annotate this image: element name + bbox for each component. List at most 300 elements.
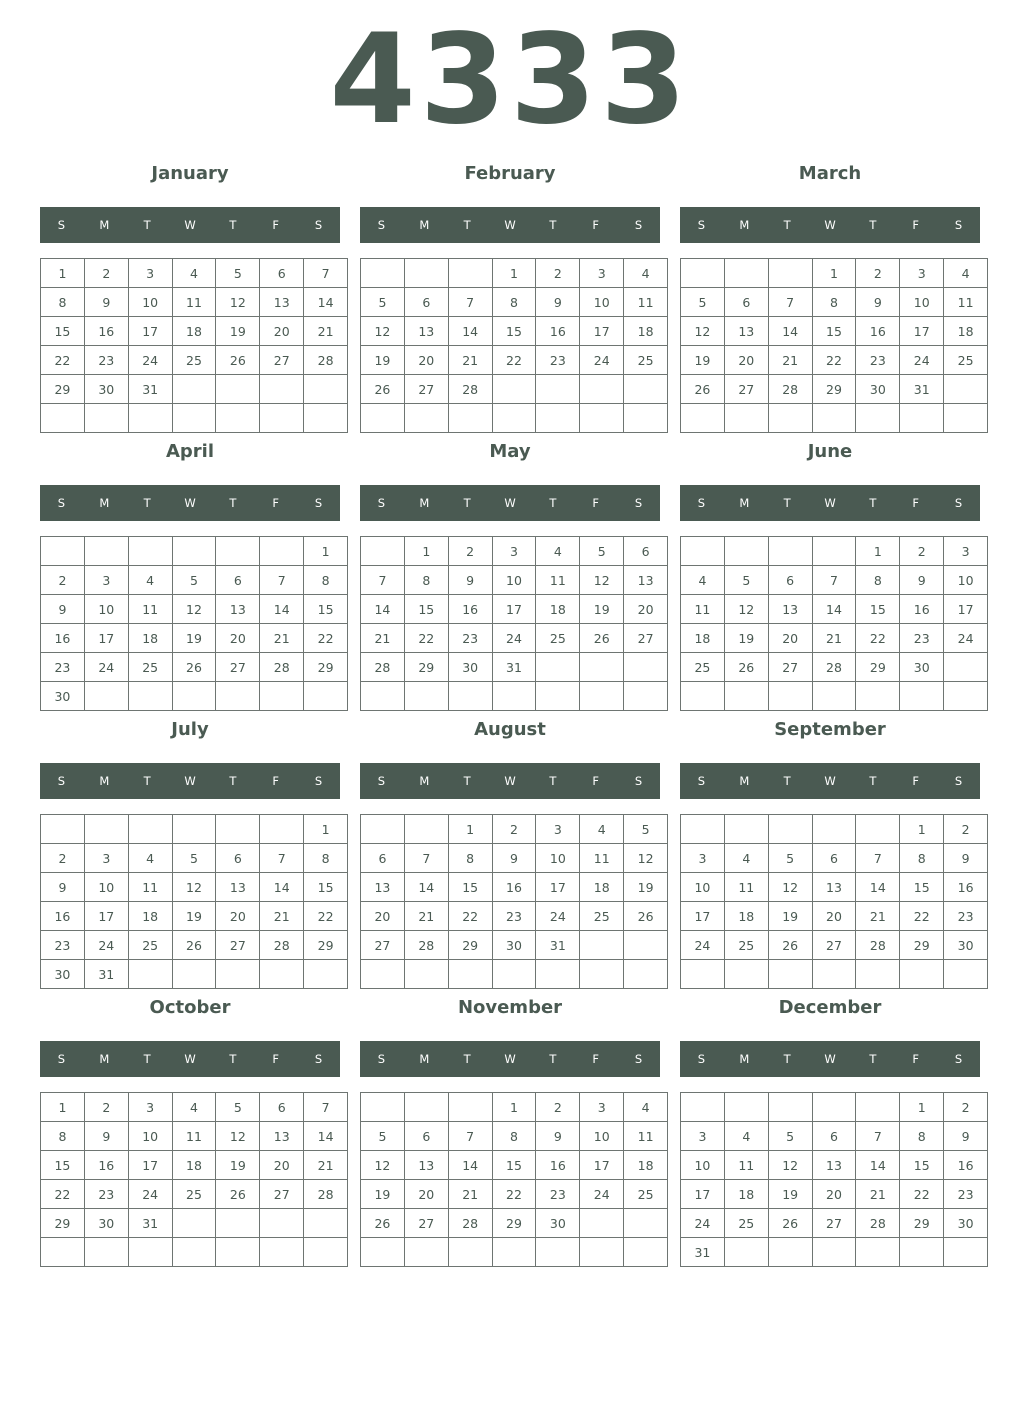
week-row (681, 595, 988, 624)
day-cell: 16 (84, 1151, 128, 1180)
day-cell: 12 (216, 288, 260, 317)
day-cell (84, 815, 128, 844)
day-cell: 18 (944, 317, 988, 346)
day-cell: 23 (944, 1180, 988, 1209)
day-cell: 3 (580, 259, 624, 288)
day-cell: 29 (304, 931, 348, 960)
weekday-label: F (272, 218, 280, 232)
day-cell: 9 (492, 844, 536, 873)
day-cell: 14 (260, 595, 304, 624)
weekday-label: F (272, 1052, 280, 1066)
day-cell (361, 960, 405, 989)
day-cell: 29 (41, 1209, 85, 1238)
week-row (41, 288, 348, 317)
day-cell: 14 (304, 1122, 348, 1151)
weekday-label: S (634, 774, 643, 788)
day-cell: 3 (128, 1093, 172, 1122)
day-cell: 8 (304, 844, 348, 873)
day-cell: 3 (944, 537, 988, 566)
day-cell (128, 1238, 172, 1267)
week-row (681, 844, 988, 873)
day-cell: 17 (900, 317, 944, 346)
weekday-header (680, 207, 980, 243)
day-cell: 10 (128, 288, 172, 317)
weekday-label: S (57, 1052, 66, 1066)
day-cell: 6 (216, 566, 260, 595)
day-cell: 4 (536, 537, 580, 566)
day-cell: 11 (580, 844, 624, 873)
day-cell: 28 (448, 375, 492, 404)
day-cell: 29 (304, 653, 348, 682)
day-cell: 21 (361, 624, 405, 653)
day-cell: 29 (492, 1209, 536, 1238)
day-cell: 7 (812, 566, 856, 595)
day-cell: 21 (768, 346, 812, 375)
day-cell: 20 (812, 1180, 856, 1209)
day-cell: 7 (304, 1093, 348, 1122)
day-cell: 2 (41, 844, 85, 873)
day-cell: 7 (448, 288, 492, 317)
weekday-label: T (869, 496, 877, 510)
day-cell: 19 (216, 1151, 260, 1180)
day-cell: 3 (900, 259, 944, 288)
weekday-header (40, 207, 340, 243)
day-cell: 8 (812, 288, 856, 317)
weekday-label: F (592, 496, 600, 510)
week-row (41, 537, 348, 566)
day-cell: 11 (536, 566, 580, 595)
day-cell: 30 (41, 682, 85, 711)
day-cell: 25 (724, 1209, 768, 1238)
day-cell: 18 (128, 902, 172, 931)
day-cell (361, 404, 405, 433)
day-cell: 23 (536, 346, 580, 375)
day-grid (360, 814, 668, 989)
day-cell: 6 (260, 259, 304, 288)
week-row (681, 288, 988, 317)
day-cell (580, 682, 624, 711)
weekday-label: S (697, 774, 706, 788)
week-row (41, 595, 348, 624)
day-cell: 7 (856, 1122, 900, 1151)
weekday-header (680, 485, 980, 521)
week-row (41, 317, 348, 346)
day-cell: 5 (172, 844, 216, 873)
day-cell: 28 (856, 1209, 900, 1238)
day-cell: 4 (724, 1122, 768, 1151)
day-cell: 30 (944, 1209, 988, 1238)
day-cell: 18 (580, 873, 624, 902)
day-cell: 30 (900, 653, 944, 682)
day-cell: 2 (944, 1093, 988, 1122)
day-cell: 14 (768, 317, 812, 346)
week-row (41, 1151, 348, 1180)
weekday-label: F (272, 774, 280, 788)
day-cell (448, 404, 492, 433)
day-cell: 22 (856, 624, 900, 653)
week-row (361, 682, 668, 711)
day-cell (580, 404, 624, 433)
day-cell: 6 (812, 1122, 856, 1151)
day-cell (624, 653, 668, 682)
day-cell: 17 (536, 873, 580, 902)
day-cell (84, 537, 128, 566)
day-cell: 18 (172, 317, 216, 346)
day-cell: 5 (361, 288, 405, 317)
day-cell: 1 (900, 1093, 944, 1122)
day-cell: 24 (492, 624, 536, 653)
day-cell: 17 (128, 1151, 172, 1180)
weekday-label: T (229, 774, 237, 788)
day-cell: 26 (768, 1209, 812, 1238)
day-cell: 12 (624, 844, 668, 873)
day-cell: 18 (724, 1180, 768, 1209)
day-cell (624, 404, 668, 433)
weekday-label: F (272, 496, 280, 510)
day-cell: 21 (448, 346, 492, 375)
day-cell: 15 (41, 317, 85, 346)
day-cell (900, 682, 944, 711)
day-cell (260, 404, 304, 433)
day-cell (724, 682, 768, 711)
weekday-label: M (419, 218, 430, 232)
day-cell (812, 1093, 856, 1122)
weekday-label: S (634, 496, 643, 510)
week-row (361, 317, 668, 346)
day-cell: 23 (900, 624, 944, 653)
day-cell (84, 682, 128, 711)
day-cell: 5 (172, 566, 216, 595)
day-cell: 9 (41, 873, 85, 902)
weekday-label: T (143, 218, 151, 232)
day-cell (492, 960, 536, 989)
weekday-label: T (463, 218, 471, 232)
day-cell (216, 815, 260, 844)
day-cell: 1 (41, 1093, 85, 1122)
day-cell (681, 682, 725, 711)
day-cell: 22 (812, 346, 856, 375)
month-name: August (474, 719, 546, 740)
weekday-label: M (739, 496, 750, 510)
day-cell: 8 (448, 844, 492, 873)
day-cell: 26 (624, 902, 668, 931)
day-cell (812, 404, 856, 433)
day-cell: 27 (361, 931, 405, 960)
day-cell: 27 (812, 1209, 856, 1238)
week-row (681, 653, 988, 682)
day-cell: 2 (944, 815, 988, 844)
day-cell (856, 815, 900, 844)
day-cell: 10 (580, 288, 624, 317)
day-cell: 29 (812, 375, 856, 404)
day-cell: 19 (768, 902, 812, 931)
day-cell: 15 (304, 873, 348, 902)
day-cell: 30 (536, 1209, 580, 1238)
day-cell: 16 (944, 873, 988, 902)
day-cell: 14 (304, 288, 348, 317)
day-cell (128, 404, 172, 433)
day-grid (680, 536, 988, 711)
day-cell: 25 (128, 653, 172, 682)
day-cell: 16 (448, 595, 492, 624)
day-cell: 27 (216, 653, 260, 682)
day-cell: 17 (681, 902, 725, 931)
day-cell: 30 (84, 1209, 128, 1238)
day-cell: 15 (404, 595, 448, 624)
weekday-label: M (99, 774, 110, 788)
day-cell: 7 (856, 844, 900, 873)
day-cell: 14 (448, 317, 492, 346)
day-cell (681, 815, 725, 844)
day-cell: 28 (260, 653, 304, 682)
day-cell: 2 (536, 259, 580, 288)
day-cell: 30 (84, 375, 128, 404)
weekday-label: F (912, 774, 920, 788)
day-cell: 5 (724, 566, 768, 595)
weekday-label: W (184, 774, 196, 788)
day-cell (580, 960, 624, 989)
day-cell: 4 (681, 566, 725, 595)
weekday-label: S (697, 1052, 706, 1066)
day-cell: 13 (216, 873, 260, 902)
day-cell: 31 (128, 375, 172, 404)
day-cell: 25 (128, 931, 172, 960)
day-grid (40, 258, 348, 433)
day-grid (360, 536, 668, 711)
week-row (681, 346, 988, 375)
day-cell: 19 (768, 1180, 812, 1209)
day-cell: 28 (448, 1209, 492, 1238)
day-cell: 23 (856, 346, 900, 375)
day-cell: 11 (681, 595, 725, 624)
day-grid (40, 814, 348, 989)
weekday-header (360, 763, 660, 799)
weekday-label: T (143, 496, 151, 510)
day-cell (580, 1209, 624, 1238)
month-name: January (151, 163, 229, 184)
day-cell: 3 (84, 844, 128, 873)
weekday-label: T (463, 1052, 471, 1066)
day-cell (216, 375, 260, 404)
week-row (41, 931, 348, 960)
day-cell (172, 682, 216, 711)
day-cell: 8 (41, 288, 85, 317)
week-row (681, 624, 988, 653)
weekday-header (360, 1041, 660, 1077)
weekday-label: T (229, 1052, 237, 1066)
day-cell (41, 404, 85, 433)
day-cell: 9 (944, 1122, 988, 1151)
week-row (41, 624, 348, 653)
day-cell: 28 (361, 653, 405, 682)
day-cell: 13 (404, 1151, 448, 1180)
weekday-label: T (549, 218, 557, 232)
month-name: May (489, 441, 531, 462)
day-cell: 12 (724, 595, 768, 624)
day-cell: 22 (900, 902, 944, 931)
day-cell: 31 (492, 653, 536, 682)
weekday-header (360, 485, 660, 521)
month-name: December (778, 997, 882, 1018)
weekday-label: S (954, 774, 963, 788)
day-grid (680, 1092, 988, 1267)
day-cell: 24 (580, 346, 624, 375)
day-cell (448, 259, 492, 288)
weekday-label: T (463, 496, 471, 510)
weekday-label: S (954, 218, 963, 232)
weekday-label: F (912, 218, 920, 232)
weekday-label: S (954, 496, 963, 510)
day-cell: 27 (216, 931, 260, 960)
day-cell: 14 (361, 595, 405, 624)
day-cell (172, 960, 216, 989)
weekday-header (40, 485, 340, 521)
day-cell: 17 (580, 317, 624, 346)
day-cell: 20 (260, 317, 304, 346)
day-cell: 9 (900, 566, 944, 595)
day-cell (900, 960, 944, 989)
week-row (361, 931, 668, 960)
day-cell: 11 (172, 1122, 216, 1151)
week-row (361, 259, 668, 288)
day-cell: 1 (404, 537, 448, 566)
day-cell: 11 (128, 595, 172, 624)
day-cell: 6 (404, 1122, 448, 1151)
week-row (41, 346, 348, 375)
day-cell (580, 1238, 624, 1267)
day-cell: 25 (536, 624, 580, 653)
day-cell (900, 404, 944, 433)
day-cell (624, 375, 668, 404)
week-row (361, 902, 668, 931)
day-cell: 6 (216, 844, 260, 873)
day-cell: 30 (448, 653, 492, 682)
week-row (681, 682, 988, 711)
day-cell: 15 (900, 1151, 944, 1180)
day-cell (812, 537, 856, 566)
day-cell (944, 653, 988, 682)
day-cell: 4 (172, 259, 216, 288)
weekday-header (680, 763, 980, 799)
day-cell: 23 (41, 931, 85, 960)
day-cell: 12 (768, 873, 812, 902)
day-cell (404, 404, 448, 433)
day-cell: 27 (260, 346, 304, 375)
day-cell: 13 (624, 566, 668, 595)
day-cell: 15 (41, 1151, 85, 1180)
week-row (681, 375, 988, 404)
weekday-label: W (504, 774, 516, 788)
day-cell (260, 815, 304, 844)
day-cell: 20 (216, 624, 260, 653)
weekday-label: F (912, 1052, 920, 1066)
day-cell (404, 1093, 448, 1122)
weekday-label: M (419, 496, 430, 510)
day-cell (41, 1238, 85, 1267)
day-cell: 19 (681, 346, 725, 375)
week-row (361, 566, 668, 595)
day-cell: 4 (128, 566, 172, 595)
day-cell: 3 (84, 566, 128, 595)
day-cell: 26 (361, 375, 405, 404)
day-cell: 5 (768, 844, 812, 873)
day-cell (304, 375, 348, 404)
weekday-label: W (504, 496, 516, 510)
day-cell (448, 682, 492, 711)
day-cell: 22 (900, 1180, 944, 1209)
day-cell: 1 (492, 259, 536, 288)
day-cell (536, 375, 580, 404)
day-cell: 20 (260, 1151, 304, 1180)
day-cell: 6 (624, 537, 668, 566)
day-cell: 14 (404, 873, 448, 902)
day-cell: 21 (812, 624, 856, 653)
day-cell: 31 (900, 375, 944, 404)
day-cell (768, 1238, 812, 1267)
day-cell: 28 (304, 346, 348, 375)
day-cell: 30 (41, 960, 85, 989)
day-cell: 27 (404, 375, 448, 404)
day-cell: 11 (724, 873, 768, 902)
week-row (361, 537, 668, 566)
weekday-label: T (549, 1052, 557, 1066)
day-cell: 24 (84, 931, 128, 960)
day-cell (304, 960, 348, 989)
day-cell (768, 259, 812, 288)
day-cell: 20 (724, 346, 768, 375)
day-cell (128, 815, 172, 844)
day-cell (361, 815, 405, 844)
day-cell: 23 (536, 1180, 580, 1209)
weekday-label: T (463, 774, 471, 788)
weekday-label: M (99, 1052, 110, 1066)
day-cell: 17 (84, 902, 128, 931)
weekday-label: T (229, 496, 237, 510)
weekday-label: T (783, 774, 791, 788)
day-cell: 27 (404, 1209, 448, 1238)
weekday-label: W (824, 774, 836, 788)
day-cell: 24 (944, 624, 988, 653)
week-row (681, 1093, 988, 1122)
weekday-header (40, 1041, 340, 1077)
weekday-label: F (592, 774, 600, 788)
week-row (41, 1122, 348, 1151)
day-cell: 15 (304, 595, 348, 624)
day-cell: 2 (41, 566, 85, 595)
day-cell (260, 1209, 304, 1238)
weekday-label: M (99, 496, 110, 510)
day-cell (216, 404, 260, 433)
day-cell (681, 960, 725, 989)
month-name: July (171, 719, 209, 740)
day-cell: 5 (216, 259, 260, 288)
day-cell: 4 (724, 844, 768, 873)
day-cell (768, 682, 812, 711)
weekday-label: T (869, 218, 877, 232)
day-cell: 29 (900, 1209, 944, 1238)
day-cell: 22 (404, 624, 448, 653)
day-cell: 27 (812, 931, 856, 960)
day-cell: 15 (900, 873, 944, 902)
day-cell (41, 537, 85, 566)
day-cell: 16 (856, 317, 900, 346)
day-cell: 13 (260, 288, 304, 317)
day-cell (812, 682, 856, 711)
weekday-label: W (184, 218, 196, 232)
day-cell (624, 1238, 668, 1267)
weekday-label: S (377, 496, 386, 510)
day-cell: 26 (172, 653, 216, 682)
